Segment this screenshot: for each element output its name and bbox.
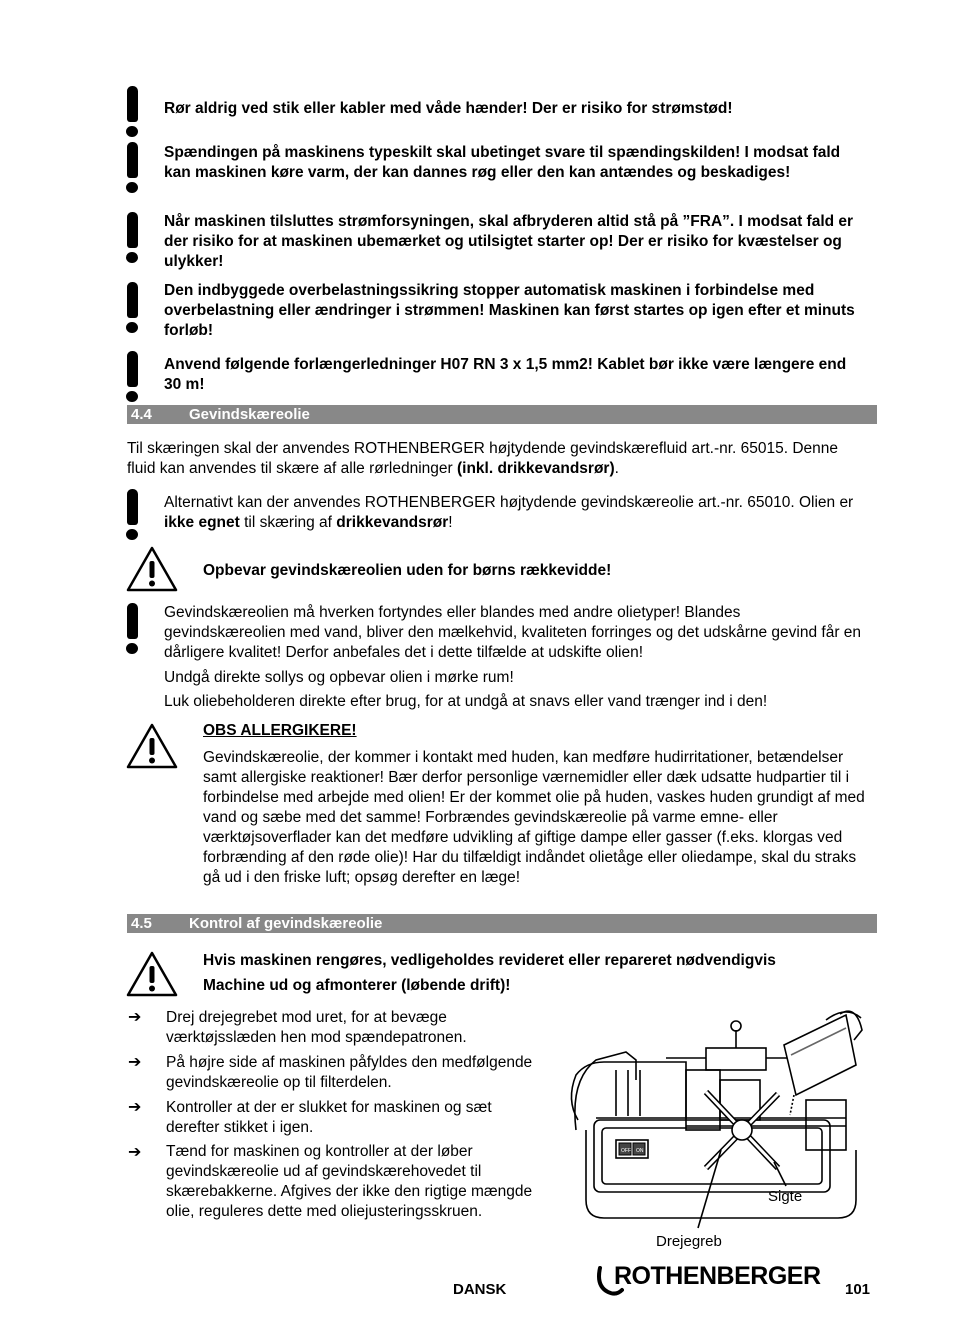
exclamation-icon (124, 86, 140, 137)
section-heading-4-4 (127, 405, 877, 424)
switch-off-label: OFF (621, 1148, 631, 1154)
warning-text: Den indbyggede overbelastningssikring stopper automatisk maskinen i forbindelse med overbelastning eller ændringer i strømmen! Maskinen kan først startes op igen efter et minuts forløb! (164, 282, 855, 339)
allergy-paragraph: Gevindskæreolie, der kommer i kontakt med huden, kan medføre hudirritationer, betændelser samt allergiske reaktioner! Bær derfor personlige værnemidler eller dæk udsatte hudpartier til i forbindelse med arbejde med olien! Er der kommet olie på huden, vaskes huden grundigt af med vand og sæbe med det samme! Forbrændes gevindskæreolie på varme emne- eller værktøjsoverflader kan det medføre udvikling af giftige dampe eller gasser (f.eks. klorgas ved forbrænding af den røde olie)! Har du tilfældigt indåndet olietåge eller oliedampe, skal du straks gå ud i den friske luft; opsøg derefter en læge! (203, 749, 865, 886)
footer-language: DANSK (453, 1281, 507, 1298)
arrow-icon: ➔ (128, 1009, 142, 1026)
warning-text: Anvend følgende forlængerledninger H07 RN 3 x 1,5 mm2! Kablet bør ikke være længere end 30 m! (164, 356, 847, 393)
warning-triangle-icon (125, 722, 179, 770)
exclamation-icon (124, 142, 140, 193)
list-item: På højre side af maskinen påfyldes den medfølgende gevindskæreolie op til filterdelen. (166, 1054, 533, 1091)
arrow-icon: ➔ (128, 1099, 142, 1116)
figure-label-sigte: Sigte (768, 1188, 803, 1205)
warning-text: Spændingen på maskinens typeskilt skal ubetinget svare til spændingskilden! I modsat fald kan maskinen køre varm, der kan dannes røg eller den kan antændes og beskadiges! (164, 144, 841, 181)
list-item: Kontroller at der er slukket for maskinen og sæt derefter stikket i igen. (166, 1099, 492, 1136)
allergy-title: OBS ALLERGIKERE! (203, 722, 357, 739)
list-item: Tænd for maskinen og kontroller at der løber gevindskæreolie ud af gevindskærehovedet til skærebakkerne. Afgives der ikke den rigtige mængde olie, reguleres dette med oliejusteringsskruen. (166, 1143, 533, 1220)
warning-text: Når maskinen tilsluttes strømforsyningen, skal afbryderen altid stå på ”FRA”. I modsat fald er der risiko for at maskinen ubemærket og utilsigtet starter op! Der er risiko for kvæstelser og ulykker! (164, 213, 854, 270)
section-title: Kontrol af gevindskæreolie (189, 915, 383, 932)
machine-illustration (556, 1000, 878, 1232)
brand-name: ROTHENBERGER (614, 1262, 821, 1290)
exclamation-icon (124, 282, 140, 333)
section-number: 4.5 (131, 915, 152, 932)
close-container-paragraph: Luk oliebeholderen direkte efter brug, for at undgå at snavs eller vand trænger ind i den! (164, 693, 768, 710)
exclamation-icon (124, 489, 140, 540)
exclamation-icon (124, 212, 140, 263)
page-number: 101 (845, 1281, 871, 1298)
children-caution: Opbevar gevindskæreolien uden for børns rækkevidde! (203, 562, 612, 579)
arrow-icon: ➔ (128, 1054, 142, 1071)
service-warning-line1: Hvis maskinen rengøres, vedligeholdes revideret eller repareret nødvendigvis (203, 952, 776, 969)
warning-triangle-icon (125, 950, 179, 998)
exclamation-icon (124, 603, 140, 654)
intro-paragraph: Til skæringen skal der anvendes ROTHENBERGER højtydende gevindskærefluid art.-nr. 65015. Denne fluid kan anvendes til skære af alle rørledninger (inkl. drikkevandsrør). (127, 440, 839, 477)
list-item: Drej drejegrebet mod uret, for at bevæge værktøjsslæden hen mod spændepatronen. (166, 1009, 467, 1046)
service-warning-line2: Machine ud og afmonterer (løbende drift)! (203, 977, 511, 994)
figure-label-drejegreb: Drejegreb (656, 1233, 722, 1250)
section-title: Gevindskæreolie (189, 406, 310, 423)
alternative-paragraph: Alternativt kan der anvendes ROTHENBERGER højtydende gevindskæreolie art.-nr. 65010. Olien er ikke egnet til skæring af drikkevandsrør! (164, 494, 854, 531)
switch-on-label: ON (636, 1148, 644, 1154)
arrow-icon: ➔ (128, 1144, 142, 1161)
dilution-paragraph: Gevindskæreolien må hverken fortyndes eller blandes med andre olietyper! Blandes gevindskæreolien med vand, bliver den mælkehvid, kvaliteten forringes og det udskårne gevind får en dårligere kvalitet! Derfor anbefales det i dette tilfælde at udskifte olien! (164, 604, 862, 661)
exclamation-icon (124, 351, 140, 402)
section-number: 4.4 (131, 406, 152, 423)
warning-text: Rør aldrig ved stik eller kabler med våde hænder! Der er risiko for strømstød! (164, 100, 733, 117)
warning-triangle-icon (125, 545, 179, 593)
sunlight-paragraph: Undgå direkte sollys og opbevar olien i mørke rum! (164, 669, 514, 686)
section-heading-4-5 (127, 914, 877, 933)
brand-logo (594, 1262, 830, 1298)
